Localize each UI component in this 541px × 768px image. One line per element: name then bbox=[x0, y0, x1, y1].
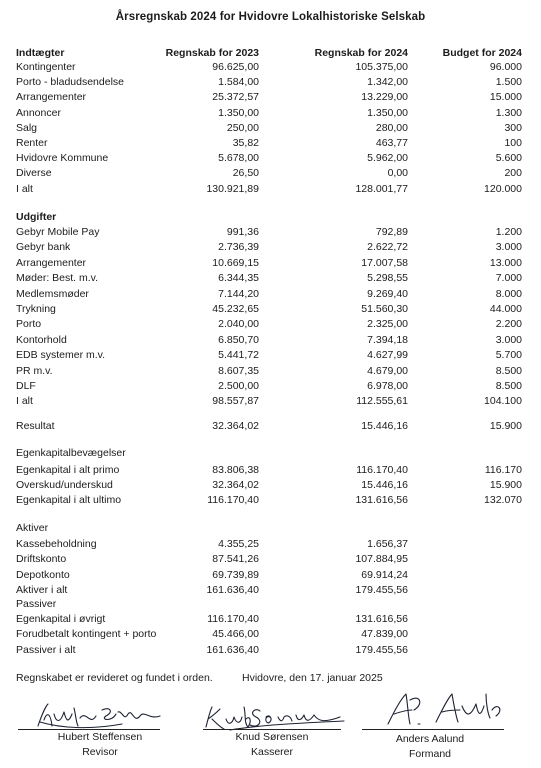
value-2024: 792,89 bbox=[375, 226, 408, 238]
column-header-row bbox=[0, 46, 541, 60]
budget-2024: 1.500 bbox=[495, 76, 522, 89]
budget-2024: 100 bbox=[504, 137, 522, 149]
equity-row bbox=[0, 493, 541, 507]
value-2023: 98.557,87 bbox=[212, 395, 259, 408]
row-label: Arrangementer bbox=[16, 91, 87, 104]
row-label: Gebyr bank bbox=[16, 241, 71, 254]
budget-2024: 8.500 bbox=[495, 364, 522, 377]
budget-2024: 13.000 bbox=[489, 256, 522, 269]
expense-row bbox=[0, 271, 541, 285]
budget-2024: 15.900 bbox=[489, 420, 522, 432]
expense-row bbox=[0, 302, 541, 316]
value-2023: 161.636,40 bbox=[206, 643, 259, 656]
value-2023: 83.806,38 bbox=[212, 464, 259, 476]
row-label: Depotkonto bbox=[16, 568, 70, 581]
row-label: Passiver i alt bbox=[16, 643, 76, 656]
value-2024: 2.325,00 bbox=[367, 318, 408, 331]
section-heading: Egenkapitalbevægelser bbox=[16, 447, 126, 459]
result-row bbox=[0, 419, 541, 433]
value-2024: 7.394,18 bbox=[367, 333, 408, 346]
income-row bbox=[0, 182, 541, 196]
value-2024: 15.446,16 bbox=[361, 479, 408, 492]
liabilities-heading bbox=[0, 597, 541, 611]
value-2023: 116.170,40 bbox=[207, 613, 259, 625]
value-2023: Regnskab for 2023 bbox=[165, 47, 259, 59]
signer-name: Hubert Steffensen bbox=[57, 731, 143, 743]
income-row bbox=[0, 90, 541, 104]
row-label: Forudbetalt kontingent + porto bbox=[16, 628, 157, 641]
row-label: Kontingenter bbox=[16, 61, 76, 73]
value-2024: Regnskab for 2024 bbox=[314, 47, 408, 59]
expense-row bbox=[0, 240, 541, 254]
budget-2024: 15.000 bbox=[489, 91, 522, 104]
value-2023: 1.584,00 bbox=[218, 76, 259, 89]
signer-role: Kasserer bbox=[250, 746, 293, 758]
budget-2024: 96.000 bbox=[489, 61, 522, 73]
value-2023: 32.364,02 bbox=[212, 479, 259, 492]
value-2024: 0,00 bbox=[387, 167, 408, 180]
liability-row bbox=[0, 627, 541, 641]
row-label: Kassebeholdning bbox=[16, 538, 97, 550]
row-label: Renter bbox=[16, 137, 48, 149]
row-label: Driftskonto bbox=[16, 553, 67, 566]
expense-row bbox=[0, 256, 541, 270]
value-2024: 280,00 bbox=[375, 121, 408, 134]
asset-row bbox=[0, 568, 541, 582]
row-label: Trykning bbox=[16, 303, 56, 315]
budget-2024: 300 bbox=[504, 121, 522, 134]
income-row bbox=[0, 136, 541, 150]
row-label: Kontorhold bbox=[16, 333, 67, 346]
value-2024: 105.375,00 bbox=[355, 61, 408, 73]
value-2024: 4.679,00 bbox=[367, 364, 408, 377]
budget-2024: 15.900 bbox=[489, 479, 522, 492]
row-label: PR m.v. bbox=[16, 364, 53, 377]
budget-2024: 132.070 bbox=[484, 494, 522, 507]
value-2023: 32.364,02 bbox=[212, 420, 259, 432]
value-2024: 9.269,40 bbox=[367, 287, 408, 300]
value-2024: 15.446,16 bbox=[361, 420, 408, 432]
row-label: I alt bbox=[16, 182, 33, 195]
value-2023: 45.466,00 bbox=[212, 628, 259, 641]
value-2024: 1.350,00 bbox=[367, 106, 408, 119]
signature-anders-aalund bbox=[380, 688, 510, 730]
budget-2024: 8.000 bbox=[495, 287, 522, 300]
budget-2024: 104.100 bbox=[484, 395, 522, 408]
asset-row bbox=[0, 537, 541, 551]
value-2023: 116.170,40 bbox=[207, 494, 259, 507]
expense-row bbox=[0, 379, 541, 393]
assets-heading bbox=[0, 521, 541, 535]
value-2023: 5.678,00 bbox=[218, 152, 259, 165]
value-2024: 128.001,77 bbox=[355, 182, 408, 195]
value-2024: 1.342,00 bbox=[367, 76, 408, 89]
budget-2024: 3.000 bbox=[495, 241, 522, 254]
row-label: Overskud/underskud bbox=[16, 479, 113, 492]
value-2024: 4.627,99 bbox=[367, 349, 408, 362]
budget-2024: 5.600 bbox=[495, 152, 522, 165]
liability-row bbox=[0, 643, 541, 657]
value-2023: 35,82 bbox=[232, 137, 259, 149]
row-label: Egenkapital i øvrigt bbox=[16, 613, 106, 625]
expenses-heading bbox=[0, 210, 541, 224]
budget-2024: 3.000 bbox=[495, 333, 522, 346]
value-2024: 5.962,00 bbox=[367, 152, 408, 165]
value-2023: 6.850,70 bbox=[218, 333, 259, 346]
row-label: Hvidovre Kommune bbox=[16, 152, 109, 165]
expense-row bbox=[0, 333, 541, 347]
equity-row bbox=[0, 478, 541, 492]
value-2024: 47.839,00 bbox=[361, 628, 408, 641]
section-heading: Aktiver bbox=[16, 522, 49, 534]
row-label: DLF bbox=[16, 380, 36, 392]
income-row bbox=[0, 121, 541, 135]
budget-2024: 1.200 bbox=[495, 226, 522, 238]
value-2024: 179.455,56 bbox=[355, 583, 408, 596]
row-label: Medlemsmøder bbox=[16, 287, 89, 300]
budget-2024: 7.000 bbox=[495, 272, 522, 285]
budget-2024: 2.200 bbox=[495, 318, 522, 331]
expense-row bbox=[0, 394, 541, 408]
value-2023: 96.625,00 bbox=[212, 61, 259, 73]
row-label: Aktiver i alt bbox=[16, 583, 68, 596]
signer-role: Revisor bbox=[82, 746, 118, 758]
signer-name: Knud Sørensen bbox=[235, 731, 309, 743]
signer-name: Anders Aalund bbox=[395, 733, 465, 745]
value-2024: 5.298,55 bbox=[367, 272, 408, 285]
signer-role: Formand bbox=[408, 748, 451, 760]
value-2024: 116.170,40 bbox=[356, 464, 408, 476]
value-2023: 8.607,35 bbox=[218, 364, 259, 377]
row-label: Porto bbox=[16, 318, 42, 331]
budget-2024: Budget for 2024 bbox=[442, 47, 522, 59]
row-label: Møder: Best. m.v. bbox=[16, 272, 99, 285]
value-2024: 107.884,95 bbox=[355, 553, 408, 566]
section-heading: Passiver bbox=[16, 598, 57, 610]
value-2024: 6.978,00 bbox=[367, 380, 408, 392]
value-2023: 2.736,39 bbox=[218, 241, 259, 254]
value-2023: 26,50 bbox=[232, 167, 259, 180]
row-label: Gebyr Mobile Pay bbox=[16, 226, 100, 238]
income-row bbox=[0, 166, 541, 180]
row-label: Annoncer bbox=[16, 106, 61, 119]
value-2023: 87.541,26 bbox=[212, 553, 259, 566]
income-row bbox=[0, 151, 541, 165]
value-2023: 250,00 bbox=[226, 121, 259, 134]
place-date: Hvidovre, den 17. januar 2025 bbox=[242, 672, 383, 684]
value-2024: 69.914,24 bbox=[361, 568, 408, 581]
budget-2024: 116.170 bbox=[484, 464, 522, 476]
income-row bbox=[0, 60, 541, 74]
signature-line bbox=[18, 729, 160, 730]
budget-2024: 1.300 bbox=[495, 106, 522, 119]
budget-2024: 5.700 bbox=[495, 349, 522, 362]
row-label: Egenkapital i alt primo bbox=[16, 464, 120, 476]
value-2024: 112.555,61 bbox=[356, 395, 408, 408]
row-label: EDB systemer m.v. bbox=[16, 349, 106, 362]
value-2023: 10.669,15 bbox=[212, 256, 259, 269]
value-2023: 69.739,89 bbox=[212, 568, 259, 581]
row-label: Egenkapital i alt ultimo bbox=[16, 494, 122, 507]
row-label: I alt bbox=[16, 395, 33, 408]
value-2024: 13.229,00 bbox=[361, 91, 408, 104]
row-label: Diverse bbox=[16, 167, 52, 180]
asset-row bbox=[0, 583, 541, 597]
value-2023: 161.636,40 bbox=[206, 583, 259, 596]
document-title: Årsregnskab 2024 for Hvidovre Lokalhistoriske Selskab bbox=[115, 11, 426, 23]
expense-row bbox=[0, 364, 541, 378]
value-2024: 17.007,58 bbox=[361, 256, 408, 269]
value-2023: 991,36 bbox=[226, 226, 259, 238]
value-2024: 179.455,56 bbox=[355, 643, 408, 656]
liability-row bbox=[0, 612, 541, 626]
value-2023: 6.344,35 bbox=[218, 272, 259, 285]
value-2023: 4.355,25 bbox=[218, 538, 259, 550]
value-2023: 25.372,57 bbox=[212, 91, 259, 104]
equity-heading bbox=[0, 446, 541, 460]
budget-2024: 200 bbox=[504, 167, 522, 180]
expense-row bbox=[0, 225, 541, 239]
value-2023: 7.144,20 bbox=[218, 287, 259, 300]
expense-row bbox=[0, 287, 541, 301]
value-2023: 5.441,72 bbox=[218, 349, 259, 362]
value-2024: 131.616,56 bbox=[355, 613, 408, 625]
budget-2024: 120.000 bbox=[484, 182, 522, 195]
asset-row bbox=[0, 552, 541, 566]
audit-note: Regnskabet er revideret og fundet i orden. bbox=[16, 672, 213, 684]
value-2023: 130.921,89 bbox=[206, 182, 259, 195]
section-heading: Udgifter bbox=[16, 211, 57, 223]
income-row bbox=[0, 75, 541, 89]
value-2024: 2.622,72 bbox=[367, 241, 408, 254]
signature-line bbox=[362, 729, 504, 730]
budget-2024: 8.500 bbox=[495, 380, 522, 392]
budget-2024: 44.000 bbox=[489, 303, 522, 315]
row-label: Indtægter bbox=[16, 47, 65, 59]
expense-row bbox=[0, 348, 541, 362]
value-2023: 45.232,65 bbox=[212, 303, 259, 315]
value-2023: 1.350,00 bbox=[218, 106, 259, 119]
expense-row bbox=[0, 317, 541, 331]
row-label: Resultat bbox=[16, 420, 55, 432]
row-label: Salg bbox=[16, 121, 38, 134]
value-2023: 2.040,00 bbox=[218, 318, 259, 331]
row-label: Porto - bladudsendelse bbox=[16, 76, 124, 89]
income-row bbox=[0, 106, 541, 120]
value-2023: 2.500,00 bbox=[218, 380, 259, 392]
value-2024: 1.656,37 bbox=[367, 538, 408, 550]
value-2024: 463,77 bbox=[375, 137, 408, 149]
value-2024: 51.560,30 bbox=[361, 303, 408, 315]
signature-line bbox=[203, 729, 341, 730]
equity-row bbox=[0, 463, 541, 477]
row-label: Arrangementer bbox=[16, 256, 87, 269]
value-2024: 131.616,56 bbox=[355, 494, 408, 507]
